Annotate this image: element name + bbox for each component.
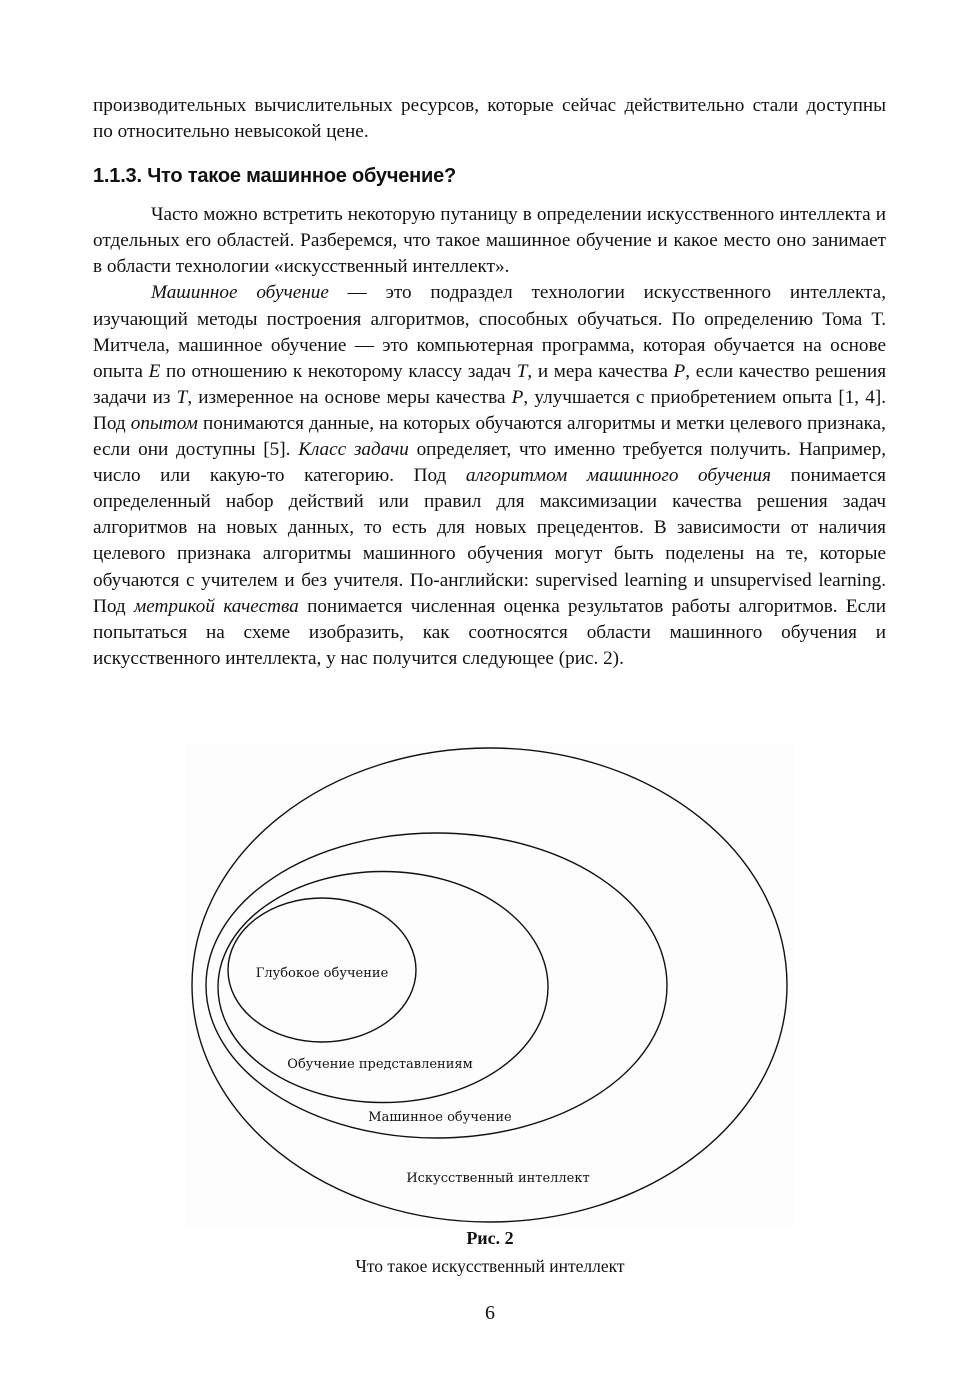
text-run: , и мера качества <box>527 360 674 382</box>
text-run: , измеренное на основе меры качества <box>187 386 512 408</box>
label-machine-learning: Машинное обучение <box>368 1110 512 1125</box>
term-task-class: Класс задачи <box>298 439 409 461</box>
var-t: T <box>176 386 188 408</box>
figure-ai-diagram <box>186 744 794 1228</box>
term-quality-metric: метрикой качества <box>134 595 299 617</box>
term-machine-learning: Машинное обучение <box>151 282 329 304</box>
text-run: по отношению к некоторому классу задач <box>160 360 517 382</box>
figure-title: Рис. 2 <box>466 1228 514 1248</box>
ellipse-artificial-intelligence <box>192 748 787 1222</box>
paragraph-1: Часто можно встретить некоторую путаницу в определении искусственного интеллекта и отдельных его областей. Разберемся, что такое машинное обучение и какое место оно занимает в области технологии «искусственный интеллект». <box>93 204 886 278</box>
term-experience: опытом <box>130 412 198 434</box>
label-deep-learning: Глубокое обучение <box>255 966 389 981</box>
paragraph-2 <box>93 280 886 671</box>
section-title: Что такое машинное обучение? <box>147 165 457 188</box>
page-number: 6 <box>485 1302 495 1324</box>
section-number: 1.1.3. <box>93 165 142 188</box>
var-p: P <box>511 386 524 408</box>
var-t: T <box>516 360 528 382</box>
text-run: , если качество решения задачи из <box>93 360 887 408</box>
text-run: понимаются данные, на которых обучаются алгоритмы и метки целевого признака, если они доступны [5]. <box>93 412 886 461</box>
ellipse-machine-learning <box>206 833 667 1138</box>
var-p: P <box>673 360 686 382</box>
text-run: понимается определенный набор действий или правил для максимизации качества решения задач алгоритмов на новых данных, то есть для новых прецедентов. В зависимости от наличия целевого признака алгоритмы машинного обучения могут быть поделены на те, которые обучаются с учителем и без учителя. По-английски: supervised learning и unsupervised learning. Под <box>93 465 887 617</box>
term-ml-algorithm: алгоритмом машинного обучения <box>465 465 772 487</box>
page-body <box>93 93 886 672</box>
intro-paragraph: производительных вычислительных ресурсов, которые сейчас действительно стали доступны по относительно невысокой цене. <box>93 95 886 143</box>
label-artificial-intelligence: Искусственный интеллект <box>406 1171 590 1186</box>
text-run: определяет, что именно требуется получить. Например, число или какую-то категорию. Под <box>93 439 886 487</box>
text-run: , улучшается с приобретением опыта [1, 4]. Под <box>93 386 887 434</box>
var-e: E <box>148 360 161 382</box>
text-run: — это подраздел технологии искусственного интеллекта, изучающий методы построения алгоритмов, способных обучаться. По определению Тома Т. Митчела, машинное обучение — это компьютерная программа, которая обучается на основе опыта <box>93 282 886 382</box>
text-run: понимается численная оценка результатов работы алгоритмов. Если попытаться на схеме изобразить, как соотносятся области машинного обучения и искусственного интеллекта, у нас получится следующее (рис. 2). <box>93 595 886 669</box>
label-representation-learning: Обучение представлениям <box>287 1057 473 1072</box>
figure-caption: Что такое искусственный интеллект <box>355 1256 625 1276</box>
section-heading <box>93 165 886 188</box>
